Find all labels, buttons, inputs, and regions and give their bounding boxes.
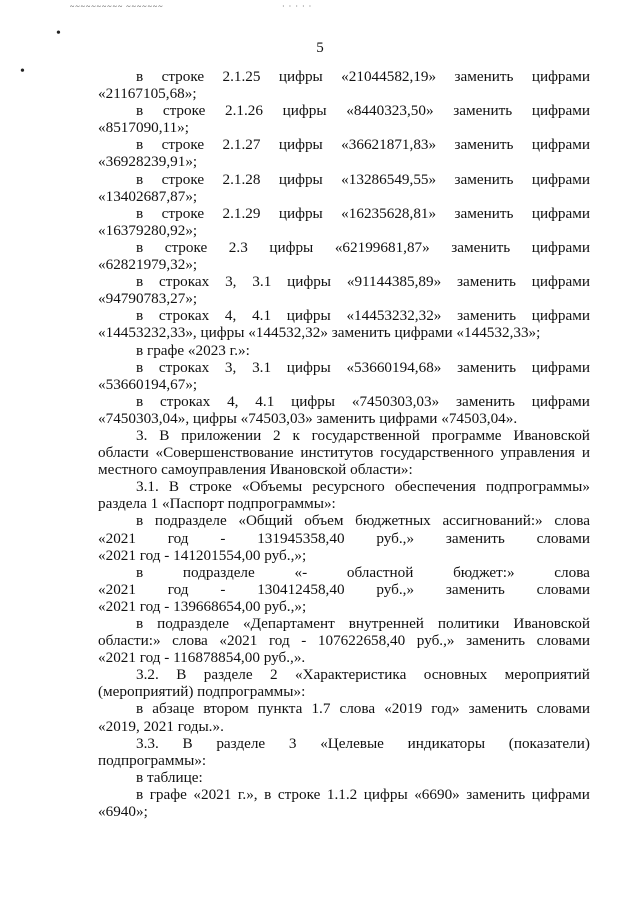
text-line: «16379280,92»; <box>98 221 198 239</box>
word: мероприятий <box>504 666 590 684</box>
justified-text-line <box>98 581 590 598</box>
word: подразделе <box>154 512 227 530</box>
word: 3.1 <box>252 358 272 376</box>
word: 3.1 <box>252 273 272 291</box>
word: цифры <box>286 307 331 325</box>
word: 2.1.27 <box>222 136 261 154</box>
word: 3.3. <box>136 734 159 752</box>
word: в <box>136 392 144 410</box>
justified-text-line <box>98 786 590 803</box>
text-line: «13402687,87»; <box>98 187 198 205</box>
word: цифрами <box>531 170 590 188</box>
word: институтов <box>300 444 374 462</box>
word: заменить <box>454 68 514 85</box>
word: 2.1.25 <box>222 68 261 85</box>
justified-text-line <box>98 615 590 632</box>
justified-text-line <box>98 393 590 410</box>
justified-text-line <box>98 478 590 495</box>
justified-text-line <box>98 205 590 222</box>
word: индикаторы <box>407 734 486 752</box>
word: «6690» <box>414 785 460 803</box>
word: в <box>264 785 272 803</box>
word: руб.,» <box>376 580 415 598</box>
word: г.», <box>237 785 258 803</box>
word: в <box>136 170 144 188</box>
word: заменить <box>457 358 517 376</box>
word: строке <box>161 136 205 154</box>
text-line: «2021 год - 139668654,00 руб.,»; <box>98 597 307 615</box>
word: внутренней <box>348 615 424 632</box>
word: В <box>182 734 193 752</box>
word: слова <box>339 700 376 718</box>
text-line: (мероприятий) подпрограммы»: <box>98 683 306 701</box>
word: программе <box>431 426 502 444</box>
word: год» <box>431 700 460 718</box>
word: цифрами <box>531 785 590 803</box>
word: цифрами <box>531 358 590 376</box>
justified-text-line <box>98 564 590 581</box>
word: «2021 <box>219 632 258 650</box>
word: «53660194,68» <box>346 358 442 376</box>
word: цифрами <box>531 204 590 222</box>
word: пункта <box>257 700 303 718</box>
word: обеспечения <box>394 478 476 496</box>
word: в <box>136 358 144 376</box>
word: государственной <box>311 426 420 444</box>
text-line: раздела 1 «Паспорт подпрограммы»: <box>98 495 336 513</box>
word: подразделе <box>182 563 255 581</box>
word: 1.7 <box>311 700 331 718</box>
word: 130412458,40 <box>257 580 345 598</box>
word: цифры <box>278 204 323 222</box>
word: словами <box>536 529 590 547</box>
word: государственного <box>380 444 494 462</box>
text-line: подпрограммы»: <box>98 751 207 769</box>
word: строке <box>161 204 205 222</box>
word: «36621871,83» <box>341 136 437 154</box>
word: заменить <box>454 170 514 188</box>
word: в <box>136 102 144 120</box>
word: в <box>136 512 144 530</box>
word: строке <box>189 478 232 496</box>
scan-speck: • <box>56 26 61 41</box>
word: в <box>136 615 144 632</box>
word: 2.1.26 <box>225 102 263 120</box>
word: цифры <box>363 785 408 803</box>
justified-text-line <box>98 512 590 529</box>
word: цифрами <box>531 102 590 120</box>
scan-speck: • <box>20 64 25 79</box>
word: приложении <box>181 426 262 444</box>
word: слова <box>554 512 590 530</box>
word: втором <box>203 700 249 718</box>
word: «Общий <box>238 512 293 530</box>
text-line: «2021 год - 116878854,00 руб.,». <box>98 649 306 667</box>
justified-text-line <box>98 171 590 188</box>
word: «62199681,87» <box>334 238 430 256</box>
word: строке <box>161 170 205 188</box>
word: «- <box>294 563 308 581</box>
word: в <box>136 204 144 222</box>
word: 3.1. <box>136 478 159 496</box>
word: 2 <box>270 666 278 684</box>
word: подразделе <box>157 615 229 632</box>
word: цифры <box>269 238 314 256</box>
word: словами <box>536 700 590 718</box>
word: бюджет:» <box>453 563 515 581</box>
justified-text-line <box>98 632 590 649</box>
justified-text-line <box>98 530 590 547</box>
word: и <box>581 444 590 462</box>
word: цифрами <box>531 307 590 325</box>
word: Ивановской <box>513 426 590 444</box>
word: абзаце <box>152 700 195 718</box>
word: управления <box>500 444 576 462</box>
word: заменить <box>466 785 526 803</box>
word: строках <box>158 358 210 376</box>
word: Ивановской <box>513 615 590 632</box>
scan-artifact-mark: ~~~~~~~~~~ ~~~~~~~ <box>70 2 164 11</box>
word: «13286549,55» <box>341 170 437 188</box>
word: цифрами <box>531 392 590 410</box>
word: В <box>176 666 187 684</box>
word: заменить <box>466 632 525 650</box>
justified-text-line <box>98 68 590 85</box>
word: в <box>136 238 144 256</box>
word: цифрами <box>531 136 590 154</box>
word: строке <box>277 785 321 803</box>
word: в <box>136 136 144 154</box>
word: 4.1 <box>252 307 272 325</box>
word: заменить <box>457 307 517 325</box>
word: строке <box>162 102 206 120</box>
word: в <box>136 785 144 803</box>
word: «2021 <box>98 529 136 547</box>
justified-text-line <box>98 307 590 324</box>
word: 3. <box>136 426 148 444</box>
word: 2.1.29 <box>222 204 261 222</box>
word: заменить <box>451 238 511 256</box>
text-line: в таблице: <box>136 768 203 786</box>
word: 4.1 <box>255 392 275 410</box>
text-line: «53660194,67»; <box>98 375 198 393</box>
justified-text-line <box>98 239 590 256</box>
word: в <box>136 273 144 291</box>
word: заменить <box>468 700 528 718</box>
word: в <box>136 307 144 325</box>
word: «2019 <box>384 700 423 718</box>
word: 2.3 <box>228 238 248 256</box>
text-line: «2019, 2021 годы.». <box>98 717 224 735</box>
text-line: «36928239,91»; <box>98 153 198 171</box>
word: «Объемы <box>241 478 303 496</box>
word: «Департамент <box>242 615 335 632</box>
justified-text-line <box>98 273 590 290</box>
justified-text-line <box>98 735 590 752</box>
document-body <box>98 68 590 820</box>
justified-text-line <box>98 136 590 153</box>
word: 3 <box>288 734 297 752</box>
word: «Совершенствование <box>155 444 294 462</box>
word: 3, <box>225 273 237 291</box>
word: заменить <box>454 136 514 154</box>
word: заменить <box>445 529 505 547</box>
word: словами <box>536 632 590 650</box>
word: заменить <box>453 102 513 120</box>
word: объем <box>304 512 344 530</box>
word: «Характеристика <box>295 666 407 684</box>
word: графе <box>149 785 187 803</box>
word: «21044582,19» <box>341 68 437 85</box>
justified-text-line <box>98 427 590 444</box>
text-line: «21167105,68»; <box>98 85 197 103</box>
word: 107622658,40 <box>317 632 406 650</box>
word: слова <box>554 563 590 581</box>
text-line: «14453232,33», цифры «144532,32» заменить цифрами «144532,33»; <box>98 324 541 342</box>
word: 3.2. <box>136 666 159 684</box>
word: бюджетных <box>355 512 431 530</box>
word: цифры <box>291 392 336 410</box>
word: цифрами <box>531 273 590 291</box>
word: строке <box>161 68 205 85</box>
word: цифры <box>286 358 331 376</box>
text-line: «8517090,11»; <box>98 119 189 137</box>
text-line: «62821979,32»; <box>98 256 198 274</box>
word: В <box>159 426 170 444</box>
word: (показатели) <box>508 734 590 752</box>
word: «2021 <box>98 580 136 598</box>
page-number: 5 <box>316 40 324 56</box>
word: в <box>136 700 144 718</box>
word: цифры <box>278 136 323 154</box>
word: строках <box>159 273 210 291</box>
text-line: «7450303,04», цифры «74503,03» заменить цифрами «74503,04». <box>98 409 518 427</box>
justified-text-line <box>98 666 590 683</box>
word: руб.,» <box>376 529 415 547</box>
word: 3, <box>224 358 237 376</box>
word: «8440323,50» <box>346 102 434 120</box>
word: словами <box>536 580 590 598</box>
justified-text-line <box>98 700 590 717</box>
word: областной <box>346 563 414 581</box>
word: 2.1.28 <box>222 170 261 188</box>
word: строках <box>158 307 210 325</box>
word: год <box>167 529 189 547</box>
word: цифрами <box>531 238 590 256</box>
word: заменить <box>445 580 505 598</box>
word: ресурсного <box>312 478 385 496</box>
word: руб.,» <box>416 632 455 650</box>
word: заменить <box>457 273 516 291</box>
word: к <box>292 426 300 444</box>
word: строках <box>160 392 211 410</box>
word: «7450303,03» <box>351 392 440 410</box>
word: «91144385,89» <box>346 273 442 291</box>
word: В <box>168 478 180 496</box>
scan-artifact-mark-2: · · · · · <box>282 2 313 11</box>
text-line: в графе «2023 г.»: <box>136 341 250 359</box>
word: слова <box>172 632 208 650</box>
word: «16235628,81» <box>341 204 437 222</box>
word: «14453232,32» <box>346 307 442 325</box>
word: 1.1.2 <box>326 785 358 803</box>
word: цифры <box>287 273 332 291</box>
word: - <box>301 632 307 650</box>
text-line: «6940»; <box>98 803 148 821</box>
word: политики <box>437 615 500 632</box>
word: - <box>220 529 226 547</box>
word: ассигнований:» <box>442 512 543 530</box>
word: 4, <box>227 392 239 410</box>
word: 4, <box>224 307 237 325</box>
word: основных <box>423 666 488 684</box>
word: подпрограммы» <box>486 478 590 496</box>
justified-text-line <box>98 359 590 376</box>
word: - <box>220 580 226 598</box>
word: 2 <box>273 426 281 444</box>
text-line: «94790783,27»; <box>98 290 198 308</box>
word: 131945358,40 <box>257 529 345 547</box>
word: разделе <box>216 734 266 752</box>
text-line: «2021 год - 141201554,00 руб.,»; <box>98 546 307 564</box>
word: заменить <box>454 204 514 222</box>
justified-text-line <box>98 444 590 461</box>
word: области:» <box>98 632 161 650</box>
word: «Целевые <box>320 734 384 752</box>
word: цифры <box>278 170 323 188</box>
word: строке <box>164 238 208 256</box>
word: год <box>268 632 290 650</box>
text-line: местного самоуправления Ивановской области»: <box>98 461 413 479</box>
word: заменить <box>456 392 515 410</box>
word: цифры <box>278 68 323 85</box>
word: разделе <box>203 666 253 684</box>
word: в <box>136 68 144 85</box>
justified-text-line <box>98 102 590 119</box>
word: в <box>136 563 144 581</box>
word: год <box>167 580 189 598</box>
word: «2021 <box>193 785 232 803</box>
word: цифры <box>282 102 327 120</box>
word: области <box>98 444 149 462</box>
word: цифрами <box>531 68 590 85</box>
